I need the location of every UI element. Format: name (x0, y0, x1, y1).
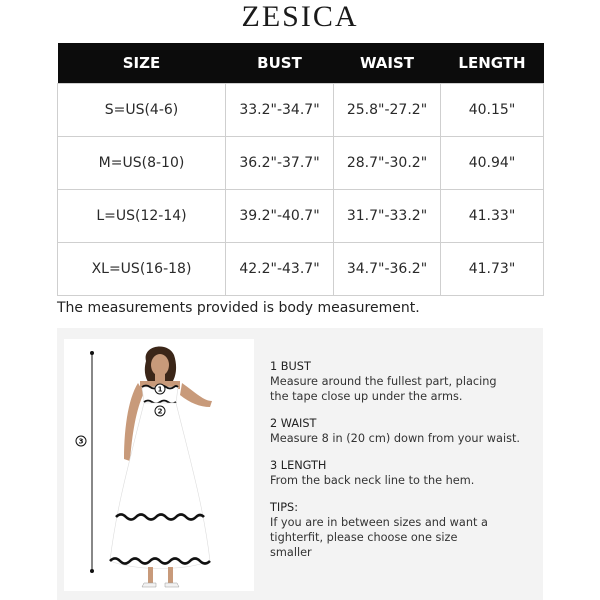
model-photo (64, 339, 254, 591)
brand-logo: ZESICA (241, 0, 359, 33)
instruction-text: smaller (270, 546, 312, 559)
size-chart-table (57, 43, 544, 296)
header-waist: WAIST (334, 43, 441, 84)
cell-waist: 28.7"-30.2" (334, 137, 441, 190)
cell-bust: 33.2"-34.7" (226, 84, 334, 137)
cell-length: 41.73" (441, 243, 544, 296)
face-shape (151, 354, 169, 376)
length-marker-label: 3 (78, 437, 84, 446)
length-line-top-dot (90, 351, 94, 355)
cell-length: 40.94" (441, 137, 544, 190)
cell-waist: 25.8"-27.2" (334, 84, 441, 137)
cell-length: 40.15" (441, 84, 544, 137)
instruction-text: Measure 8 in (20 cm) down from your waist. (270, 432, 521, 445)
instruction-text: the tape close up under the arms. (270, 390, 463, 403)
cell-bust: 36.2"-37.7" (226, 137, 334, 190)
cell-waist: 34.7"-36.2" (334, 243, 441, 296)
table-row (58, 137, 544, 190)
instruction-title: 3 LENGTH (270, 459, 327, 472)
measure-guide-panel (57, 328, 543, 600)
instruction-waist (270, 416, 535, 446)
instruction-text: tighterfit, please choose one size (270, 531, 458, 544)
cell-bust: 42.2"-43.7" (226, 243, 334, 296)
cell-size: XL=US(16-18) (58, 243, 226, 296)
instruction-tips (270, 500, 535, 560)
waist-marker-label: 2 (157, 407, 163, 416)
header-size: SIZE (58, 43, 226, 84)
right-shoe (165, 583, 179, 587)
cell-size: L=US(12-14) (58, 190, 226, 243)
cell-bust: 39.2"-40.7" (226, 190, 334, 243)
cell-waist: 31.7"-33.2" (334, 190, 441, 243)
instruction-title: 1 BUST (270, 360, 311, 373)
length-line-bottom-dot (90, 569, 94, 573)
measurement-note: The measurements provided is body measurement. (57, 300, 420, 316)
cell-size: M=US(8-10) (58, 137, 226, 190)
instruction-text: If you are in between sizes and want a (270, 516, 488, 529)
instruction-text: From the back neck line to the hem. (270, 474, 475, 487)
instruction-title: 2 WAIST (270, 417, 317, 430)
cell-length: 41.33" (441, 190, 544, 243)
header-length: LENGTH (441, 43, 544, 84)
left-leg (148, 567, 153, 583)
instruction-bust (270, 359, 535, 404)
table-row (58, 84, 544, 137)
table-header-row (58, 43, 544, 84)
left-shoe (142, 583, 156, 587)
measurement-instructions (270, 359, 535, 572)
dress-illustration (64, 339, 254, 591)
header-bust: BUST (226, 43, 334, 84)
skirt (110, 403, 210, 569)
bust-marker-label: 1 (157, 385, 163, 394)
right-leg (168, 567, 173, 583)
table-row (58, 243, 544, 296)
cell-size: S=US(4-6) (58, 84, 226, 137)
instruction-length (270, 458, 535, 488)
table-row (58, 190, 544, 243)
instruction-title: TIPS: (270, 501, 299, 514)
right-arm (180, 383, 212, 407)
instruction-text: Measure around the fullest part, placing (270, 375, 497, 388)
